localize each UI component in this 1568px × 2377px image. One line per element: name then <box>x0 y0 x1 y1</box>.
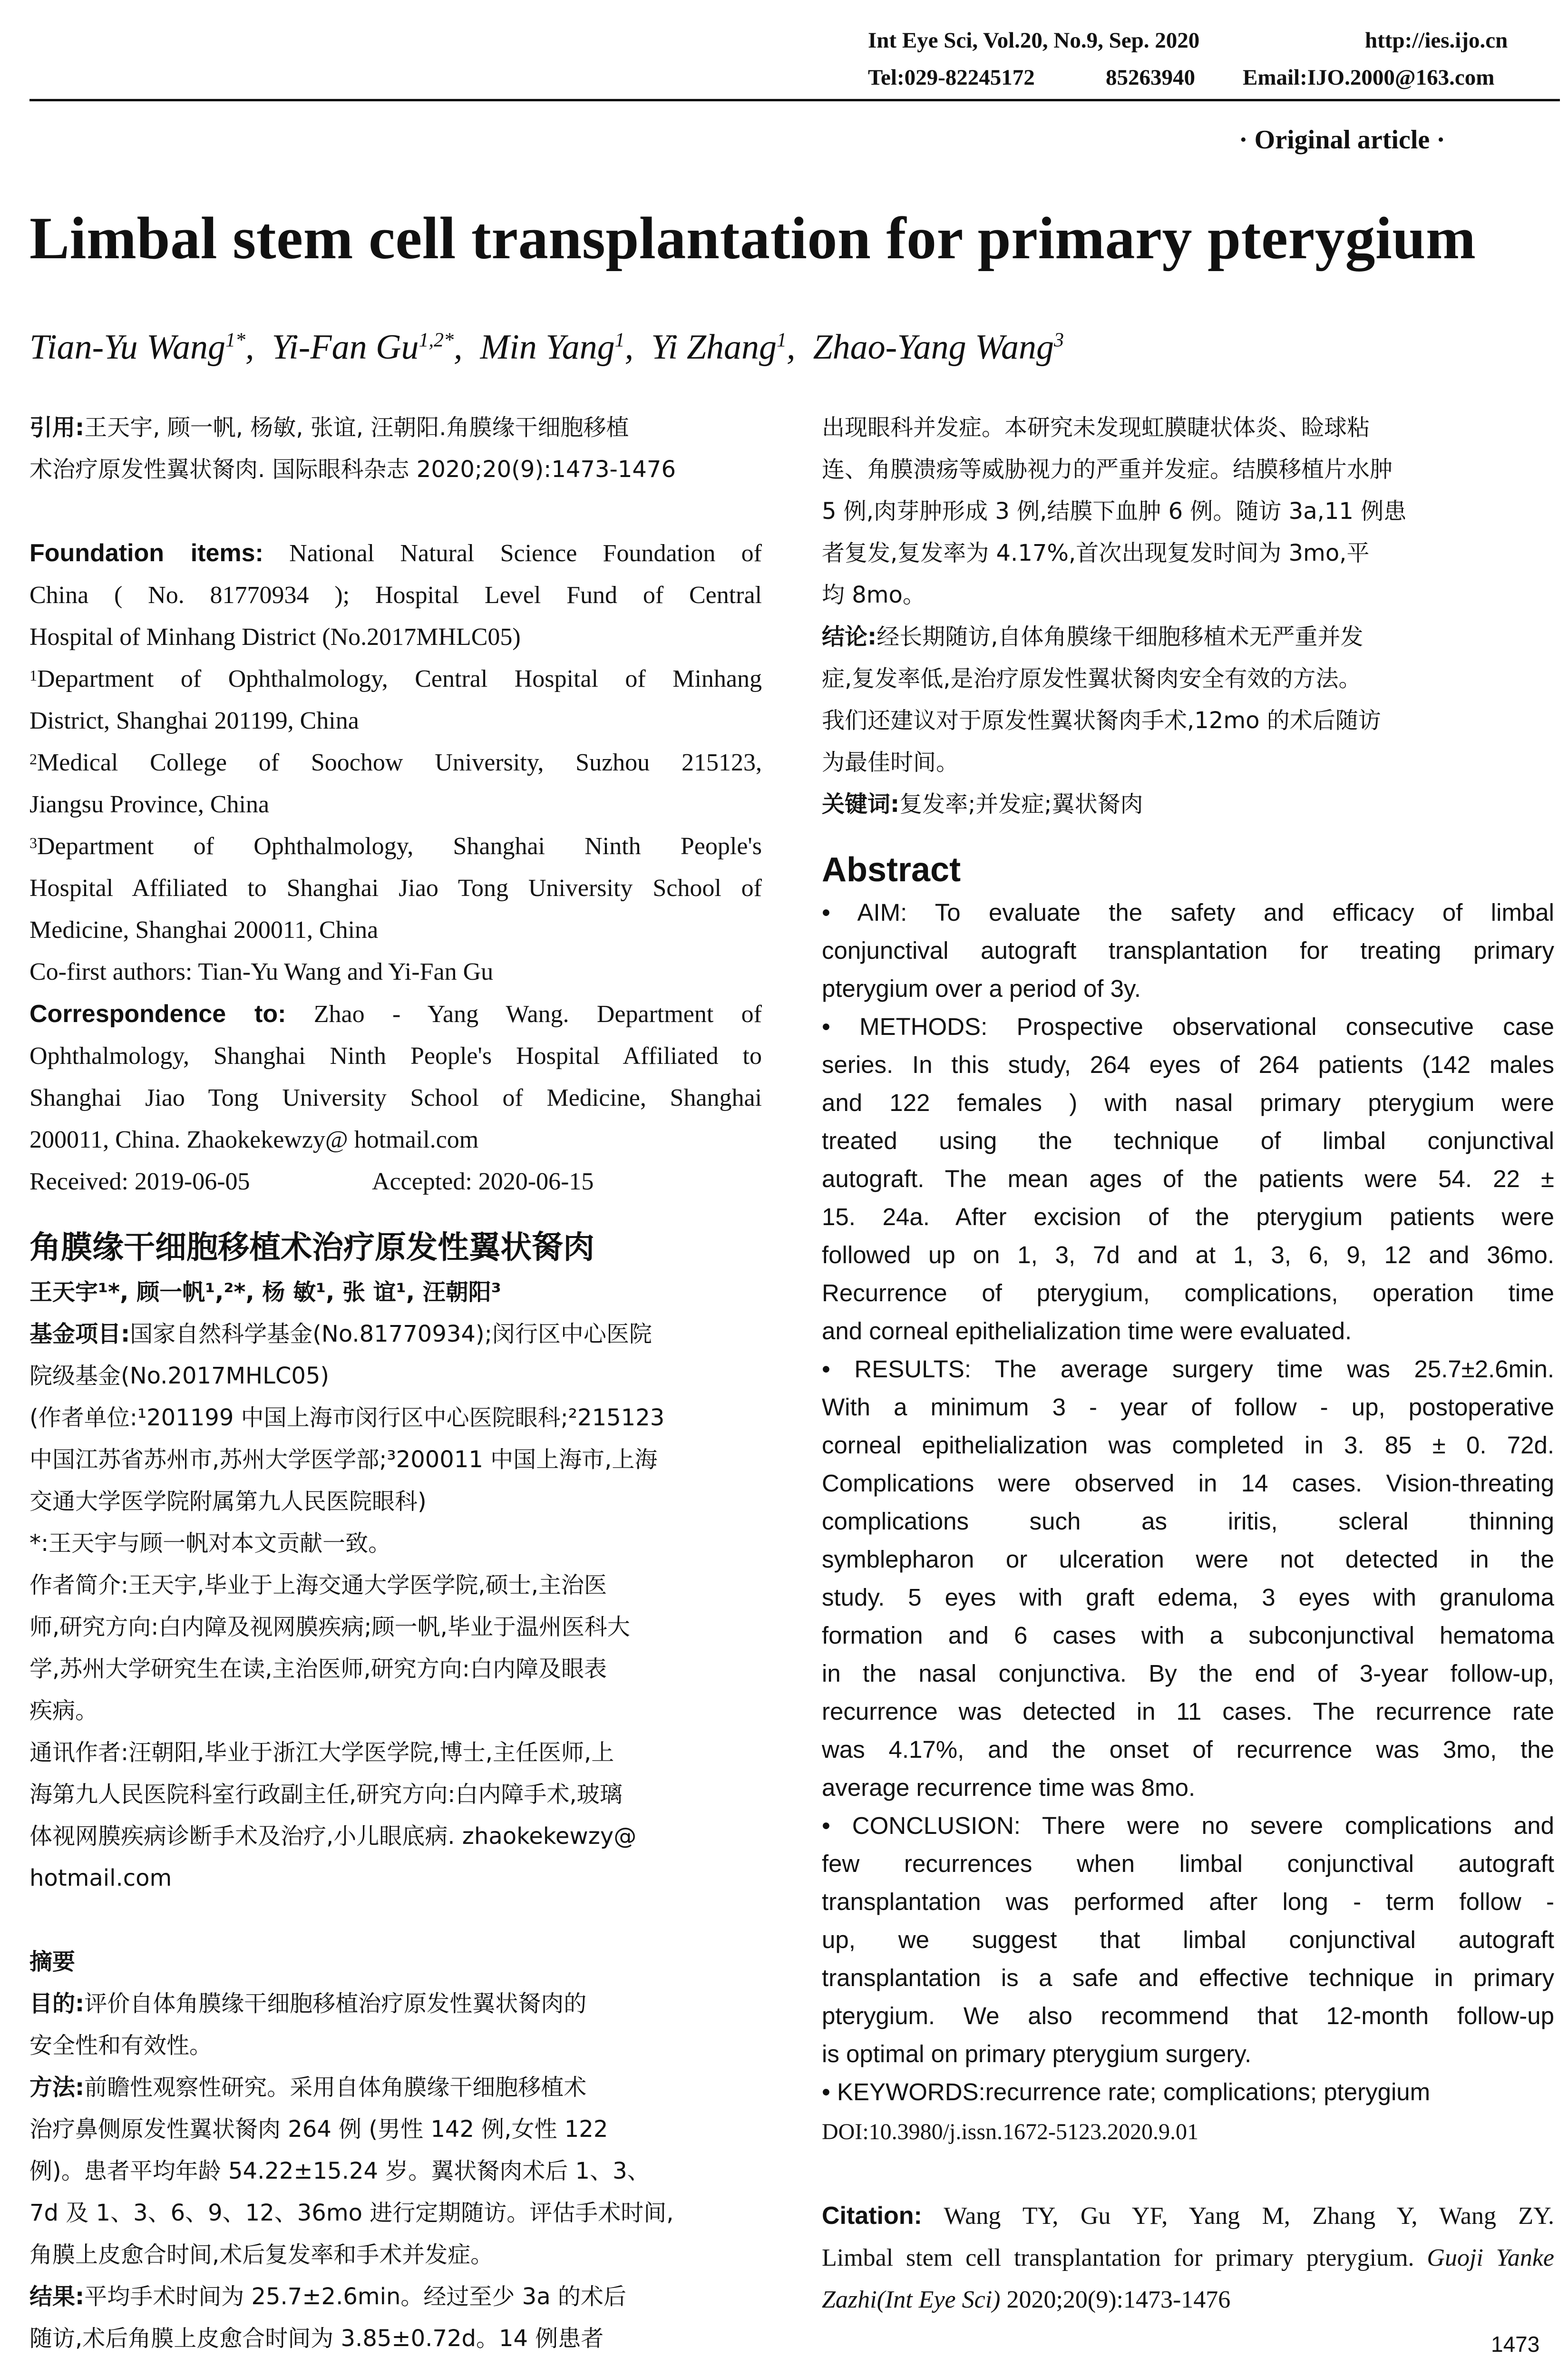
results-text: Complications were observed in 14 cases. Vision-threating <box>822 1470 1554 1497</box>
results-text: With a minimum 3 - year of follow - up, postoperative <box>822 1393 1554 1421</box>
page-number: 1473 <box>1491 2332 1540 2357</box>
results-text: was 4.17%, and the onset of recurrence was 3mo, the <box>822 1736 1554 1763</box>
received-date: Received: 2019-06-05 <box>29 1168 250 1195</box>
tel: Tel:029-82245172 <box>868 65 1035 90</box>
correspondence-text: Shanghai Jiao Tong University School of Medicine, Shanghai <box>29 1084 762 1111</box>
aim-label: • AIM: <box>822 899 907 926</box>
article-type: · Original article · <box>1239 125 1445 155</box>
cn-fund-text: 院级基金(No.2017MHLC05) <box>29 1363 330 1389</box>
cn-conclusion-label: 结论: <box>822 623 877 650</box>
correspondence-text: 200011, China. Zhaokekewzy@ hotmail.com <box>29 1126 479 1153</box>
cn-method-label: 方法: <box>29 2074 85 2101</box>
affiliation-text: Hospital Affiliated to Shanghai Jiao Tong University School of <box>29 875 762 902</box>
aim-text: conjunctival autograft transplantation for treating primary <box>822 937 1554 964</box>
cn-result-text: 连、角膜溃疡等威胁视力的严重并发症。结膜移植片水肿 <box>822 456 1393 483</box>
right-column <box>822 407 1554 2321</box>
citation-text: Limbal stem cell transplantation for primary pterygium. <box>822 2244 1427 2271</box>
cn-conclusion-text: 经长期随访,自体角膜缘干细胞移植术无严重并发 <box>877 623 1363 650</box>
results-text: corneal epithelialization was completed in 3. 85 ± 0. 72d. <box>822 1432 1554 1459</box>
cn-result-text: 平均手术时间为 25.7±2.6min。经过至少 3a 的术后 <box>84 2283 626 2310</box>
results-text: study. 5 eyes with graft edema, 3 eyes with granuloma <box>822 1584 1554 1611</box>
cn-unit: 中国江苏省苏州市,苏州大学医学部;³200011 中国上海市,上海 <box>29 1446 658 1473</box>
author-affiliation: 1* <box>225 329 245 351</box>
cn-corr: hotmail.com <box>29 1865 172 1891</box>
cn-method-text: 治疗鼻侧原发性翼状胬肉 264 例 (男性 142 例,女性 122 <box>29 2116 608 2143</box>
article-title: Limbal stem cell transplantation for primary pterygium <box>29 205 1476 272</box>
cn-method-text: 7d 及 1、3、6、9、12、36mo 进行定期随访。评估手术时间, <box>29 2200 674 2226</box>
author-name: Tian-Yu Wang <box>29 328 225 367</box>
cn-abstract-heading: 摘要 <box>29 1948 76 1975</box>
cn-conclusion-text: 我们还建议对于原发性翼状胬肉手术,12mo 的术后随访 <box>822 707 1381 734</box>
cn-bio: 疾病。 <box>29 1697 98 1724</box>
cn-method-text: 角膜上皮愈合时间,术后复发率和手术并发症。 <box>29 2241 494 2268</box>
author-list: Tian-Yu Wang$^{1*}$, Yi-Fan $Gu^{1,2*}$, Min Yang$^1$, Yi Zhang$^1$, Zhao-Yang Wang$^3$ <box>29 328 1064 367</box>
cn-corr: 海第九人民医院科室行政副主任,研究方向:白内障手术,玻璃 <box>29 1781 623 1808</box>
cn-result-text: 均 8mo。 <box>822 582 925 608</box>
citation-journal: Zazhi(Int Eye Sci) <box>822 2286 1001 2313</box>
cn-method-text: 例)。患者平均年龄 54.22±15.24 岁。翼状胬肉术后 1、3、 <box>29 2158 650 2184</box>
affiliation-text: Jiangsu Province, China <box>29 791 270 818</box>
cite-cn-line: 术治疗原发性翼状胬肉. 国际眼科杂志 2020;20(9):1473-1476 <box>29 456 676 483</box>
results-text: in the nasal conjunctiva. By the end of 3-year follow-up, <box>822 1660 1554 1687</box>
author-name: Min Yang <box>480 328 615 367</box>
cn-unit: (作者单位:¹201199 中国上海市闵行区中心医院眼科;²215123 <box>29 1404 665 1431</box>
cn-conclusion-text: 症,复发率低,是治疗原发性翼状胬肉安全有效的方法。 <box>822 665 1362 692</box>
keywords-label: • KEYWORDS: <box>822 2078 985 2105</box>
keywords: recurrence rate; complications; pterygium <box>985 2078 1431 2105</box>
correspondence-text: Zhao - Yang Wang. Department of <box>286 1001 762 1028</box>
cn-bio: 学,苏州大学研究生在读,主治医师,研究方向:白内障及眼表 <box>29 1656 607 1682</box>
cite-cn-label: 引用: <box>29 414 85 441</box>
results-text: symblepharon or ulceration were not detected in the <box>822 1546 1554 1573</box>
results-text: complications such as iritis, scleral thinning <box>822 1508 1554 1535</box>
cn-aim-text: 评价自体角膜缘干细胞移植治疗原发性翼状胬肉的 <box>84 1990 587 2017</box>
accepted-date: Accepted: 2020-06-15 <box>372 1168 594 1195</box>
author-affiliation: 1 <box>614 329 625 351</box>
results-text: The average surgery time was 25.7±2.6min. <box>971 1355 1555 1383</box>
citation-text: Wang TY, Gu YF, Yang M, Zhang Y, Wang ZY. <box>922 2202 1554 2230</box>
dates <box>29 1161 762 1203</box>
phone2: 85263940 <box>1106 65 1195 90</box>
results-text: recurrence was detected in 11 cases. The recurrence rate <box>822 1698 1554 1725</box>
conclusion-text: There were no severe complications and <box>1020 1812 1554 1839</box>
results-text: average recurrence time was 8mo. <box>822 1774 1196 1801</box>
foundation-text: Hospital of Minhang District (No.2017MHLC05) <box>29 623 521 651</box>
cn-bio: 师,研究方向:白内障及视网膜疾病;顾一帆,毕业于温州医科大 <box>29 1614 630 1640</box>
methods-text: autograft. The mean ages of the patients were 54. 22 ± <box>822 1165 1554 1192</box>
results-text: formation and 6 cases with a subconjunctival hematoma <box>822 1622 1554 1649</box>
author-affiliation: 1 <box>776 329 787 351</box>
results-label: • RESULTS: <box>822 1355 971 1383</box>
author-name: Zhao-Yang Wang <box>813 328 1054 367</box>
cn-fund-text: 国家自然科学基金(No.81770934);闵行区中心医院 <box>130 1321 652 1347</box>
author-name: Yi-Fan Gu <box>272 328 419 367</box>
cn-keywords-label: 关键词: <box>822 791 900 818</box>
cite-cn-line: 王天宇, 顾一帆, 杨敏, 张谊, 汪朝阳.角膜缘干细胞移植 <box>84 414 629 441</box>
methods-text: series. In this study, 264 eyes of 264 patients (142 males <box>822 1051 1554 1078</box>
affiliation-text: Department of Ophthalmology, Shanghai Ninth People's <box>37 833 762 860</box>
cn-aim-label: 目的: <box>29 1990 85 2017</box>
correspondence-text: Ophthalmology, Shanghai Ninth People's Hospital Affiliated to <box>29 1042 762 1070</box>
author-affiliation: 1,2* <box>419 329 454 351</box>
methods-text: and 122 females ) with nasal primary pterygium were <box>822 1089 1554 1116</box>
affiliation-text: Medicine, Shanghai 200011, China <box>29 916 379 944</box>
methods-text: treated using the technique of limbal conjunctival <box>822 1127 1554 1154</box>
email[interactable]: Email:IJO.2000@163.com <box>1243 65 1495 90</box>
foundation-label: Foundation items: <box>29 539 263 567</box>
cn-result-text: 随访,术后角膜上皮愈合时间为 3.85±0.72d。14 例患者 <box>29 2325 604 2352</box>
journal-header <box>868 28 1558 53</box>
cn-result-label: 结果: <box>29 2283 85 2310</box>
conclusion-text: is optimal on primary pterygium surgery. <box>822 2040 1252 2067</box>
foundation-text: China ( No. 81770934 ); Hospital Level Fund of Central <box>29 582 762 609</box>
conclusion-text: transplantation is a safe and effective technique in primary <box>822 1964 1554 1991</box>
conclusion-text: up, we suggest that limbal conjunctival autograft <box>822 1926 1554 1953</box>
cn-bio: 作者简介:王天宇,毕业于上海交通大学医学院,硕士,主治医 <box>29 1572 607 1598</box>
aim-text: To evaluate the safety and efficacy of limbal <box>907 899 1554 926</box>
header-rule <box>29 99 1560 101</box>
conclusion-text: pterygium. We also recommend that 12-month follow-up <box>822 2002 1554 2029</box>
left-column: 引用:王天宇, 顾一帆, 杨敏, 张谊, 汪朝阳.角膜缘干细胞移植 术治疗原发性翼状胬肉. 国际眼科杂志 2020;20(9):1473-1476 Foundation items: National Natural Science Foundation of China ( No. 81770934 ); Hospital Level Fund of Central Hospital of Minhang District (No.2017MHLC05) $^1$Department of Ophthalmology, Central Hospital of Minhang District, Shanghai 201199, China $^2$Medical College of Soochow University, Suzhou 215123, Jiangsu Province, China $^3$Department of Ophthalmology, Shanghai Ninth People's Hospital Affiliated to Shanghai Jiao Tong University School of Medicine, Shanghai 200011, China Co-first authors: Tian-Yu Wang and Yi-Fan Gu Correspondence to: Zhao - Yang Wang. Department of Ophthalmology, Shanghai Ninth People's Hospital Affiliated to Shanghai Jiao Tong University School of Medicine, Shanghai 200011, China. Zhaokekewzy@ hotmail.com Received: 2019-06-05 Accepted: 2020-06-15 角膜缘干细胞移植术治疗原发性翼状胬肉 王天宇¹*, 顾一帆¹,²*, 杨 敏¹, 张 谊¹, 汪朝阳³ 基金项目:国家自然科学基金(No.81770934);闵行区中心医院 院级基金(No.2017MHLC05) (作者单位:¹201199 中国上海市闵行区中心医院眼科;²215123 中国江苏省苏州市,苏州大学医学部;³200011 中国上海市,上海 交通大学医学院附属第九人民医院眼科) *:王天宇与顾一帆对本文贡献一致。 作者简介:王天宇,毕业于上海交通大学医学院,硕士,主治医 师,研究方向:白内障及视网膜疾病;顾一帆,毕业于温州医科大 学,苏州大学研究生在读,主治医师,研究方向:白内障及眼表 疾病。 通讯作者:汪朝阳,毕业于浙江大学医学院,博士,主任医师,上 海第九人民医院科室行政副主任,研究方向:白内障手术,玻璃 体视网膜疾病诊断手术及治疗,小儿眼底病. zhaokekewzy@ hotmail.com 摘要 目的:评价自体角膜缘干细胞移植治疗原发性翼状胬肉的 安全性和有效性。 方法:前瞻性观察性研究。采用自体角膜缘干细胞移植术 治疗鼻侧原发性翼状胬肉 264 例 (男性 142 例,女性 122 例)。患者平均年龄 54.22±15.24 岁。翼状胬肉术后 1、3、 7d 及 1、3、6、9、12、36mo 进行定期随访。评估手术时间, 角膜上皮愈合时间,术后复发率和手术并发症。 结果:平均手术时间为 25.7±2.6min。经过至少 3a 的术后 随访,术后角膜上皮愈合时间为 3.85±0.72d。14 例患者 <box>29 407 762 2359</box>
citation-journal: Guoji Yanke <box>1427 2244 1554 2271</box>
author-name: Yi Zhang <box>651 328 777 367</box>
author-affiliation: 3 <box>1054 329 1064 351</box>
methods-label: • METHODS: <box>822 1013 988 1040</box>
conclusion-text: few recurrences when limbal conjunctival autograft <box>822 1850 1554 1877</box>
cofirst-authors: Co-first authors: Tian-Yu Wang and Yi-Fan Gu <box>29 958 494 985</box>
cn-keywords: 复发率;并发症;翼状胬肉 <box>899 791 1143 818</box>
journal-contact <box>868 65 1558 90</box>
affiliation-text: Medical College of Soochow University, Suzhou 215123, <box>37 749 762 776</box>
cn-result-text: 出现眼科并发症。本研究未发现虹膜睫状体炎、睑球粘 <box>822 414 1370 441</box>
cn-corr: 体视网膜疾病诊断手术及治疗,小儿眼底病. zhaokekewzy@ <box>29 1823 637 1850</box>
cn-fund-label: 基金项目: <box>29 1321 130 1347</box>
methods-text: Prospective observational consecutive case <box>987 1013 1554 1040</box>
methods-text: and corneal epithelialization time were evaluated. <box>822 1317 1352 1344</box>
cn-result-text: 者复发,复发率为 4.17%,首次出现复发时间为 3mo,平 <box>822 540 1370 566</box>
correspondence-label: Correspondence to: <box>29 1000 286 1028</box>
cn-corr: 通讯作者:汪朝阳,毕业于浙江大学医学院,博士,主任医师,上 <box>29 1739 614 1766</box>
journal-url[interactable]: http://ies.ijo.cn <box>1365 28 1508 53</box>
abstract-heading: Abstract <box>822 851 961 889</box>
methods-text: 15. 24a. After excision of the pterygium patients were <box>822 1203 1554 1230</box>
citation-text: 2020;20(9):1473-1476 <box>1000 2286 1231 2313</box>
affiliation-text: District, Shanghai 201199, China <box>29 707 359 734</box>
aim-text: pterygium over a period of 3y. <box>822 975 1141 1002</box>
cn-conclusion-text: 为最佳时间。 <box>822 749 959 776</box>
cn-unit: 交通大学医学院附属第九人民医院眼科) <box>29 1488 427 1515</box>
foundation-text: National Natural Science Foundation of <box>263 540 762 567</box>
citation-label: Citation: <box>822 2202 922 2230</box>
abstract-body <box>822 894 1554 2111</box>
methods-text: followed up on 1, 3, 7d and at 1, 3, 6, 9, 12 and 36mo. <box>822 1241 1554 1268</box>
affiliation-text: Department of Ophthalmology, Central Hospital of Minhang <box>37 665 762 692</box>
methods-text: Recurrence of pterygium, complications, operation time <box>822 1279 1554 1306</box>
conclusion-text: transplantation was performed after long - term follow - <box>822 1888 1554 1915</box>
doi[interactable]: DOI:10.3980/j.issn.1672-5123.2020.9.01 <box>822 2119 1198 2144</box>
conclusion-label: • CONCLUSION: <box>822 1812 1021 1839</box>
cn-authors: 王天宇¹*, 顾一帆¹,²*, 杨 敏¹, 张 谊¹, 汪朝阳³ <box>29 1279 501 1305</box>
cn-aim-text: 安全性和有效性。 <box>29 2032 213 2059</box>
cn-title: 角膜缘干细胞移植术治疗原发性翼状胬肉 <box>29 1229 594 1266</box>
cn-contrib: *:王天宇与顾一帆对本文贡献一致。 <box>29 1530 391 1557</box>
journal-info: Int Eye Sci, Vol.20, No.9, Sep. 2020 <box>868 28 1200 53</box>
cn-method-text: 前瞻性观察性研究。采用自体角膜缘干细胞移植术 <box>84 2074 587 2101</box>
cn-result-text: 5 例,肉芽肿形成 3 例,结膜下血肿 6 例。随访 3a,11 例患 <box>822 498 1407 525</box>
